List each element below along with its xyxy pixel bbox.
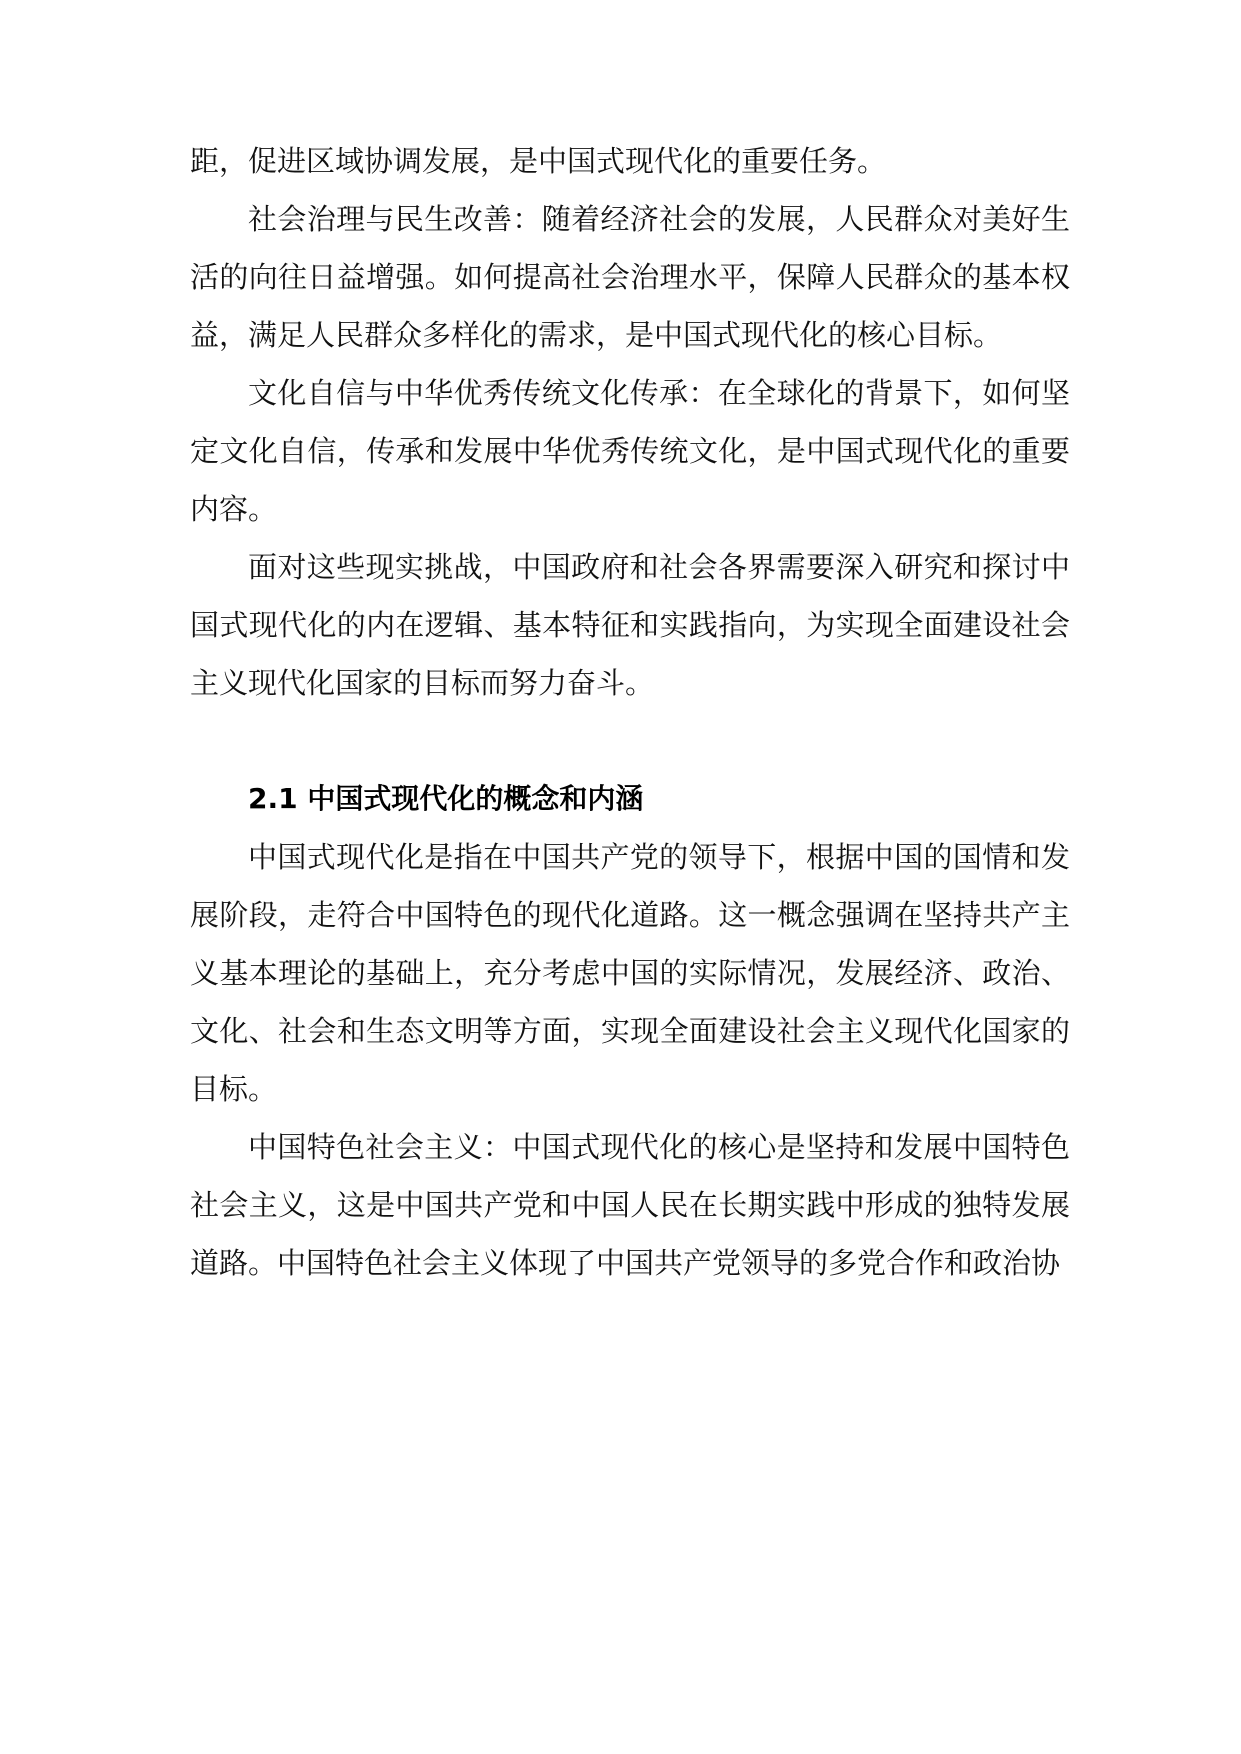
paragraph-cultural-confidence: 文化自信与中华优秀传统文化传承：在全球化的背景下，如何坚定文化自信，传承和发展中华优秀传统文化，是中国式现代化的重要内容。 (190, 376, 1070, 526)
paragraph-continuation: 距，促进区域协调发展，是中国式现代化的重要任务。 (190, 144, 887, 178)
paragraph-concept: 中国式现代化是指在中国共产党的领导下，根据中国的国情和发展阶段，走符合中国特色的现代化道路。这一概念强调在坚持共产主义基本理论的基础上，充分考虑中国的实际情况，发展经济、政治、文化、社会和生态文明等方面，实现全面建设社会主义现代化国家的目标。 (190, 840, 1070, 1106)
body-text (190, 132, 1070, 1292)
paragraph-social-governance: 社会治理与民生改善：随着经济社会的发展，人民群众对美好生活的向往日益增强。如何提高社会治理水平，保障人民群众的基本权益，满足人民群众多样化的需求，是中国式现代化的核心目标。 (190, 202, 1070, 352)
paragraph-challenges: 面对这些现实挑战，中国政府和社会各界需要深入研究和探讨中国式现代化的内在逻辑、基本特征和实践指向，为实现全面建设社会主义现代化国家的目标而努力奋斗。 (190, 550, 1070, 700)
section-heading: 2.1 中国式现代化的概念和内涵 (248, 782, 644, 815)
paragraph-socialism-characteristics: 中国特色社会主义：中国式现代化的核心是坚持和发展中国特色社会主义，这是中国共产党和中国人民在长期实践中形成的独特发展道路。中国特色社会主义体现了中国共产党领导的多党合作和政治协 (190, 1130, 1070, 1280)
